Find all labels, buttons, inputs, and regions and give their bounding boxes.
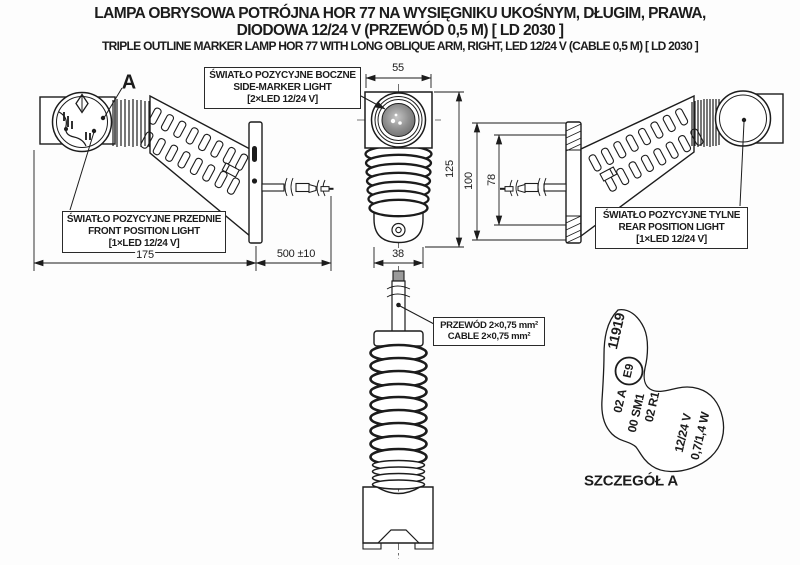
front-bellows-rings xyxy=(366,146,432,216)
callout-cable-en: CABLE 2×0,75 mm² xyxy=(447,331,531,343)
base-feet xyxy=(363,543,433,549)
callout-front-position-spec: [1×LED 12/24 V] xyxy=(108,238,180,249)
detail-code-front: 02 A xyxy=(610,387,630,415)
bottom-bellows-rings xyxy=(371,345,427,465)
callout-side-marker-pl: ŚWIATŁO POZYCYJNE BOCZNE xyxy=(209,70,356,81)
right-bellows xyxy=(692,99,719,147)
callout-front-position-en: FRONT POSITION LIGHT xyxy=(88,226,200,237)
title-line-pl-2: DIODOWA 12/24 V (PRZEWÓD 0,5 M) [ LD 2030 ] xyxy=(236,21,564,39)
dim-head-width: 55 xyxy=(392,62,404,74)
callout-side-marker xyxy=(204,67,361,109)
detail-e-mark: E9 xyxy=(621,362,637,380)
callout-front-position xyxy=(62,211,226,253)
left-plate-stud xyxy=(252,178,257,183)
title-block xyxy=(0,6,800,54)
callout-rear-position xyxy=(595,207,748,249)
callout-front-position-pl: ŚWIATŁO POZYCYJNE PRZEDNIE xyxy=(66,214,222,225)
bottom-cable-end xyxy=(393,271,404,281)
dim-bracket-inner: 78 xyxy=(486,174,498,186)
bottom-view xyxy=(363,266,434,559)
callout-side-marker-spec: [2×LED 12/24 V] xyxy=(247,94,318,105)
left-plate-slot xyxy=(252,146,257,162)
detail-code-side: 00 SM1 xyxy=(624,392,648,434)
dim-body-width: 38 xyxy=(392,248,404,260)
detail-a-caption: SZCZEGÓŁ A xyxy=(583,472,679,490)
callout-cable xyxy=(433,317,545,346)
callout-rear-position-pl: ŚWIATŁO POZYCYJNE TYLNE xyxy=(602,210,741,221)
detail-code-rear: 02 R1 xyxy=(641,390,663,424)
bottom-base xyxy=(363,487,433,543)
right-cable xyxy=(500,178,566,196)
detail-a-marker: A xyxy=(121,71,137,94)
title-line-pl-1: LAMPA OBRYSOWA POTRÓJNA HOR 77 NA WYSIĘGNIKU UKOŚNYM, DŁUGIM, PRAWA, xyxy=(94,5,706,22)
dim-arm-horizontal: 175 xyxy=(136,249,154,261)
callout-rear-position-en: REAR POSITION LIGHT xyxy=(618,222,725,233)
callout-rear-position-spec: [1×LED 12/24 V] xyxy=(636,234,707,245)
left-cable xyxy=(262,178,334,196)
front-view xyxy=(357,84,441,258)
dim-bracket-height: 100 xyxy=(463,172,475,190)
bottom-bellows-compressed xyxy=(373,461,425,490)
callout-side-marker-en: SIDE-MARKER LIGHT xyxy=(233,82,332,93)
detail-approval-number: 11919 xyxy=(604,311,628,351)
callout-cable-pl: PRZEWÓD 2×0,75 mm² xyxy=(440,320,538,331)
detail-power: 0,7/1,4 W xyxy=(687,410,713,462)
rear-light-anchor-dot xyxy=(742,118,746,122)
front-lens-glass xyxy=(382,104,415,137)
title-line-en: TRIPLE OUTLINE MARKER LAMP HOR 77 WITH LONG OBLIQUE ARM, RIGHT, LED 12/24 V (CABLE 0,5 M) [ LD 2030 ] xyxy=(101,39,699,54)
dim-body-height: 125 xyxy=(444,160,456,178)
detail-voltage: 12/24 V xyxy=(671,412,695,454)
dim-cable-length: 500 ±10 xyxy=(276,248,316,260)
front-screw-hole xyxy=(392,224,405,237)
right-mounting-plate xyxy=(566,122,581,243)
